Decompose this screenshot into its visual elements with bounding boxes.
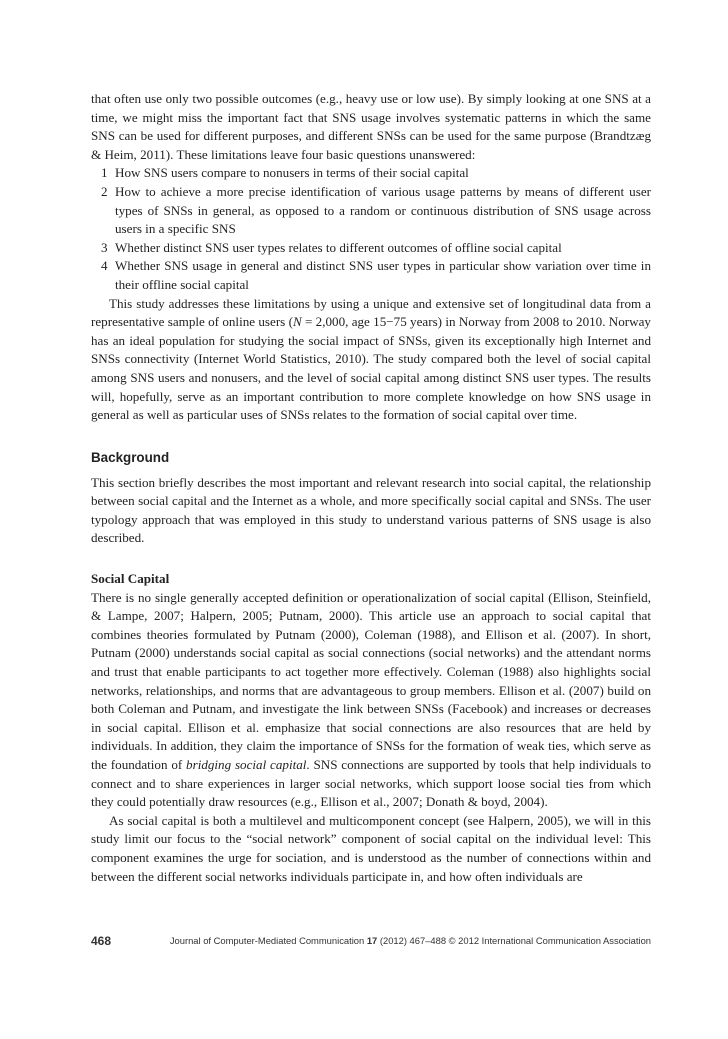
- question-number: 3: [101, 239, 108, 255]
- social-capital-text-after: . SNS connections are supported by tools that help individuals to connect and to share experiences in larger social networks, which support loose social ties from which they could potentially draw resources (e.g., Ellison et al., 2007; Donath & boyd, 2004).: [91, 757, 652, 810]
- background-heading: Background: [91, 449, 170, 465]
- journal-volume: 17: [366, 935, 378, 946]
- intro-continuation-paragraph: that often use only two possible outcomes (e.g., heavy use or low use). By simply looking at one SNS at a time, we might miss the important fact that SNS usage involves systematic patterns in which the same SNS can be used for different purposes, and different SNSs can be used for the same purpose (Brandtzæg & Heim, 2011). These limitations leave four basic questions unanswered:: [91, 91, 651, 162]
- study-text-before: This study addresses these limitations by using a unique and extensive set of longitudinal data from a representative sample of online users (: [91, 295, 651, 330]
- page-number: 468: [91, 934, 112, 948]
- sample-size-symbol: N: [292, 314, 302, 330]
- study-text-after: = 2,000, age 15−75 years) in Norway from 2008 to 2010. Norway has an ideal population for studying the social impact of SNSs, given its exceptionally high Internet and SNSs connectivity (Internet World Statistics, 2010). The study compared both the level of social capital among SNS users and nonusers, and the level of social capital among distinct SNS user types. The results will, hopefully, serve as an important contribution to more complete knowledge on how SNS usage in general as well as particular uses of SNSs relates to the formation of social capital over time.: [91, 314, 651, 423]
- question-text: How to achieve a more precise identification of various usage patterns by means of different user types of SNSs in general, as opposed to a random or continuous distribution of SNS usage across users in a specific SNS: [115, 183, 651, 237]
- question-number: 4: [101, 258, 108, 274]
- question-number: 1: [101, 165, 108, 181]
- social-capital-paragraph-1: [91, 589, 651, 812]
- question-item-3: [91, 239, 651, 258]
- journal-name: Journal of Computer-Mediated Communication: [169, 935, 367, 946]
- research-questions-list: [91, 164, 651, 294]
- page-footer: [91, 934, 651, 950]
- question-text: Whether distinct SNS user types relates to different outcomes of offline social capital: [115, 239, 562, 255]
- question-text: How SNS users compare to nonusers in terms of their social capital: [115, 165, 469, 181]
- background-paragraph: This section briefly describes the most important and relevant research into social capital, the relationship between social capital and the Internet as a whole, and more specifically social capital and SNSs. The user typology approach that was employed in this study to understand various patterns of SNS usage is also described.: [91, 474, 651, 546]
- social-capital-heading: Social Capital: [91, 571, 170, 587]
- study-description-paragraph: [91, 295, 651, 425]
- question-item-1: [91, 164, 651, 183]
- bridging-social-capital-term: bridging social capital: [186, 757, 307, 772]
- question-item-4: [91, 257, 651, 294]
- social-capital-text-before: There is no single generally accepted definition or operationalization of social capital (Ellison, Steinfield, & Lampe, 2007; Halpern, 2005; Putnam, 2000). This article use an approach to social capital that combines theories formulated by Putnam (2000), Coleman (1988), and Ellison et al. (2007). In short, Putnam (2000) understands social capital as social connections (social networks) and the attendant norms and trust that enable participants to act together more effectively. Coleman (1988) also highlights social networks, relationships, and norms that are advantageous to group members. Ellison et al. (2007) build on both Coleman and Putnam, and investigate the link between SNSs (Facebook) and increases or decreases in social capital. Ellison et al. emphasize that social connections are also resources that are held by individuals. In addition, they claim the importance of SNSs for the formation of weak ties, which serve as the foundation of: [91, 589, 651, 772]
- journal-pages-copyright: (2012) 467–488 © 2012 International Communication Association: [377, 935, 651, 946]
- social-capital-paragraph-2: As social capital is both a multilevel and multicomponent concept (see Halpern, 2005), we will in this study limit our focus to the “social network” component of social capital on the individual level: This component examines the urge for sociation, and is understood as the number of connections within and between the different social networks individuals participate in, and how often individuals are: [91, 812, 651, 884]
- article-page: [91, 90, 651, 886]
- question-text: Whether SNS usage in general and distinct SNS user types in particular show variation over time in their offline social capital: [115, 258, 651, 292]
- question-number: 2: [101, 183, 108, 199]
- question-item-2: [91, 183, 651, 239]
- journal-citation: [170, 935, 651, 946]
